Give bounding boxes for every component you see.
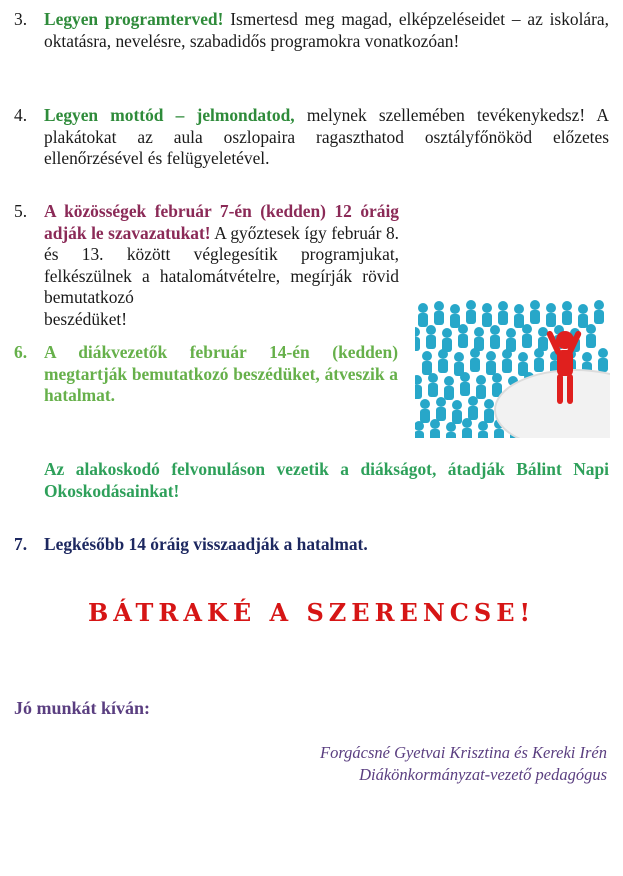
wish-text: Jó munkát kíván: bbox=[14, 698, 151, 718]
item-heading: Legyen mottód – jelmondatod, bbox=[44, 105, 295, 125]
item-number: 6. bbox=[14, 342, 28, 362]
item-body: Legkésőbb 14 óráig visszaadják a hatalmat. bbox=[44, 534, 368, 554]
item-number: 3. bbox=[14, 9, 28, 29]
list-item-7 bbox=[14, 534, 609, 556]
item-heading: A közösségek február 7-én (kedden) 12 óráig adják le szavazatukat! bbox=[44, 201, 399, 243]
item-heading: Legyen programterved! bbox=[44, 9, 224, 29]
closing-paragraph: Az alakoskodó felvonuláson vezetik a diákságot, átadják Bálint Napi Okoskodásainkat! bbox=[44, 459, 609, 501]
item-text: A győztesek így február 8. és 13. között véglegesítik programjukat, felkészülnek a hatalomátvételre, megírják rövid bemutatkozó bbox=[44, 222, 400, 307]
signature-block bbox=[320, 742, 607, 786]
item-body bbox=[44, 9, 609, 52]
item-text: melynek szellemében tevékenykedsz! A plakátokat az aula oszlopaira ragaszthatod osztályfőnököd előzetes ellenőrzésével és felügyeletével. bbox=[44, 105, 609, 168]
list-item-6 bbox=[14, 342, 398, 407]
item-body bbox=[44, 105, 609, 170]
slogan-headline: BÁTRAKÉ A SZERENCSE! bbox=[87, 598, 536, 627]
item-number: 7. bbox=[14, 534, 28, 554]
item-text: Ismertesd meg magad, elképzeléseidet – az iskolára, oktatásra, nevelésre, szabadidős programokra vonatkozóan! bbox=[44, 9, 609, 51]
item-text-last: beszédüket! bbox=[44, 308, 128, 329]
signature-role: Diákönkormányzat-vezető pedagógus bbox=[359, 765, 607, 784]
list-item-3 bbox=[14, 9, 609, 52]
list-item-4 bbox=[14, 105, 609, 170]
item-body: A diákvezetők február 14-én (kedden) megtartják bemutatkozó beszédüket, átveszik a hatalmat. bbox=[44, 342, 398, 405]
item-number: 5. bbox=[14, 201, 28, 221]
signature-names: Forgácsné Gyetvai Krisztina és Kereki Irén bbox=[319, 743, 607, 762]
item-number: 4. bbox=[14, 105, 28, 125]
leader-crowd-illustration bbox=[415, 300, 610, 438]
